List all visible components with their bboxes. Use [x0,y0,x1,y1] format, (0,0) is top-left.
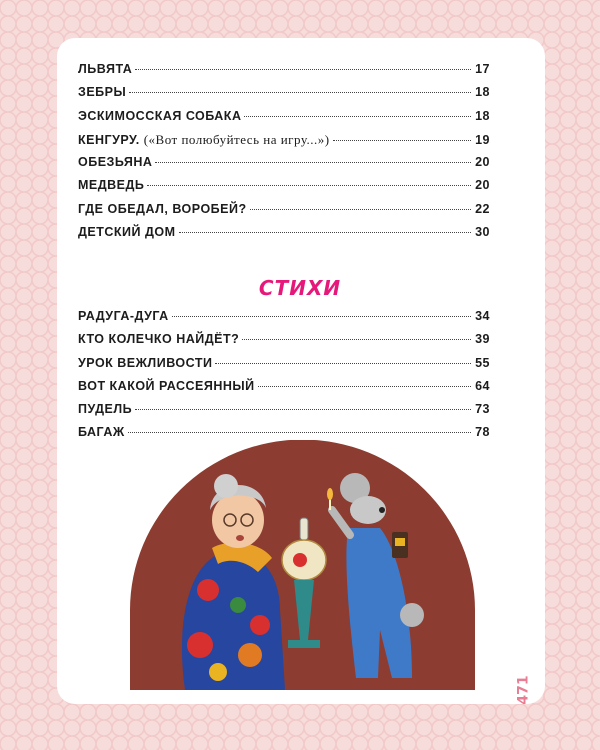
dot-leader [172,316,471,317]
toc-entry-page: 78 [475,425,490,440]
toc-entry[interactable] [78,132,490,155]
toc-entry-page: 18 [475,108,490,123]
toc-entry-title: ДЕТСКИЙ ДОМ [78,225,176,240]
dot-leader [129,92,471,93]
dot-leader [135,409,471,410]
toc-entry-page: 20 [475,178,490,193]
dot-leader [258,386,471,387]
toc-entry-title: ЛЬВЯТА [78,62,133,76]
toc-entry-page: 39 [475,332,490,347]
toc-entry-page: 34 [475,309,490,323]
dot-leader [147,185,471,186]
toc-entry[interactable] [78,356,490,379]
toc-entry[interactable] [78,332,490,355]
toc-entry-title-main: КЕНГУРУ. [78,132,140,147]
dot-leader [250,209,471,210]
toc-entry-title: КТО КОЛЕЧКО НАЙДЁТ? [78,332,240,347]
toc-entry-page: 19 [475,132,490,147]
toc-entry-page: 64 [475,378,490,393]
dot-leader [155,162,471,163]
dot-leader [135,69,471,70]
section-heading: СТИХИ [258,276,342,300]
toc-entry-page: 20 [475,155,490,170]
toc-entry[interactable] [78,62,490,85]
toc-entry-title: ЗЕБРЫ [78,85,127,100]
dot-leader [128,432,471,433]
toc-entry-page: 30 [475,225,490,240]
toc-entry-title [78,132,330,148]
toc-entry[interactable] [78,225,490,248]
toc-entry-title: МЕДВЕДЬ [78,178,145,193]
dot-leader [215,363,471,364]
toc-entry-title: ЭСКИМОССКАЯ СОБАКА [78,108,242,123]
toc-entry-page: 17 [475,62,490,76]
toc-entry-title: ПУДЕЛЬ [78,402,133,417]
toc-poems-list [78,309,490,449]
page-number: 471 [515,675,532,705]
toc-entry[interactable] [78,402,490,425]
toc-entry-title: ОБЕЗЬЯНА [78,155,153,170]
toc-entry[interactable] [78,379,490,402]
toc-entry-title: ГДЕ ОБЕДАЛ, ВОРОБЕЙ? [78,201,247,216]
toc-entry[interactable] [78,309,490,332]
dot-leader [333,140,471,141]
toc-entry-page: 55 [475,355,490,370]
dot-leader [244,116,471,117]
toc-entry[interactable] [78,178,490,201]
toc-entry[interactable] [78,155,490,178]
dot-leader [179,232,471,233]
toc-entry[interactable] [78,202,490,225]
toc-entry-title: ВОТ КАКОЙ РАССЕЯННЫЙ [78,378,255,393]
toc-entry[interactable] [78,109,490,132]
toc-entry-page: 18 [475,85,490,100]
dot-leader [242,339,471,340]
toc-entry-page: 73 [475,402,490,417]
toc-entry-title: РАДУГА-ДУГА [78,309,169,323]
toc-entry-title: БАГАЖ [78,425,125,440]
toc-prose-list [78,62,490,248]
toc-entry-title: УРОК ВЕЖЛИВОСТИ [78,355,213,370]
toc-entry-subtitle: («Вот полюбуйтесь на игру...») [143,131,330,147]
toc-entry[interactable] [78,85,490,108]
toc-entry-page: 22 [475,201,490,216]
illustration [130,440,475,690]
